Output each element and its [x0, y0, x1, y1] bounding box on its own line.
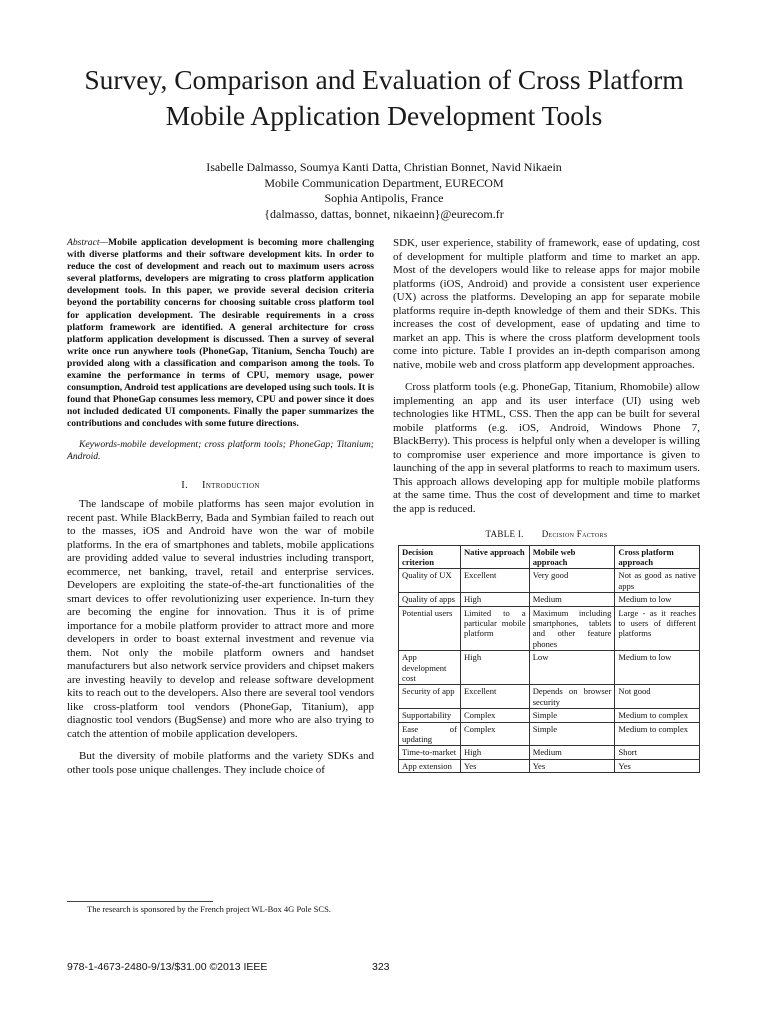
table-cell: Very good: [529, 569, 615, 593]
table-cell: Excellent: [460, 569, 529, 593]
author-block: [84, 160, 684, 222]
table-cell: Maximum including smartphones, tablets and other feature phones: [529, 606, 615, 651]
footer-isbn: 978-1-4673-2480-9/13/$31.00 ©2013 IEEE: [67, 961, 268, 973]
table-number: TABLE I.: [485, 529, 524, 539]
table-row: [399, 569, 700, 593]
table-row: [399, 709, 700, 722]
table-cell: Yes: [615, 759, 700, 772]
author-emails: {dalmasso, dattas, bonnet, nikaeinn}@eurecom.fr: [264, 206, 504, 221]
table-cell: Simple: [529, 722, 615, 746]
table-cell: High: [460, 746, 529, 759]
table-cell: Not as good as native apps: [615, 569, 700, 593]
table-cell: Depends on browser security: [529, 685, 615, 709]
table-cell: Not good: [615, 685, 700, 709]
table-header-row: [399, 545, 700, 569]
table-cell: Ease of updating: [399, 722, 461, 746]
author-department: Mobile Communication Department, EURECOM: [264, 175, 504, 190]
table-row: [399, 759, 700, 772]
paper-title: Survey, Comparison and Evaluation of Cross Platform Mobile Application Development Tools: [84, 64, 684, 131]
table-cell: Time-to-market: [399, 746, 461, 759]
author-location: Sophia Antipolis, France: [324, 191, 444, 205]
table-cell: Supportability: [399, 709, 461, 722]
section-heading-introduction: [67, 479, 374, 493]
decision-factors-table: [398, 545, 700, 774]
table-cell: Medium to low: [615, 593, 700, 606]
table-header-cell: Cross platform approach: [615, 545, 700, 569]
table-cell: Security of app: [399, 685, 461, 709]
table-cell: Potential users: [399, 606, 461, 651]
keywords: Keywords-mobile development; cross platform tools; PhoneGap; Titanium; Android.: [67, 438, 374, 462]
table-title: Decision Factors: [541, 529, 608, 539]
table-row: [399, 606, 700, 651]
table-cell: Medium: [529, 746, 615, 759]
table-header-cell: Native approach: [460, 545, 529, 569]
table-cell: Medium to complex: [615, 709, 700, 722]
table-cell: High: [460, 593, 529, 606]
left-column: [67, 237, 374, 777]
table-header-cell: Decision criterion: [399, 545, 461, 569]
table-cell: Low: [529, 651, 615, 685]
table-cell: Quality of UX: [399, 569, 461, 593]
table-cell: Yes: [529, 759, 615, 772]
table-caption: [393, 528, 700, 542]
table-cell: Quality of apps: [399, 593, 461, 606]
page-number: 323: [372, 961, 390, 973]
abstract-label: Abstract—: [67, 237, 109, 248]
table-row: [399, 685, 700, 709]
table-row: [399, 651, 700, 685]
section-number: I.: [181, 479, 189, 491]
table-cell: Short: [615, 746, 700, 759]
right-paragraph-2: Cross platform tools (e.g. PhoneGap, Titanium, Rhomobile) allow implementing an app and its user interface (UI) using web technologies like HTML, CSS. Then the app can be built for several mobile platforms (e.g. iOS, Android, Windows Phone 7, BlackBerry). This process is helpful only when a developer is willing to compromise user experience and more importance is given to launching of the app in several platforms to reach to maximum users. This approach allows developing app for multiple mobile platforms at the same time. Thus the cost of development and time to market the app is reduced.: [393, 381, 700, 515]
table-row: [399, 593, 700, 606]
table-cell: Yes: [460, 759, 529, 772]
table-cell: Complex: [460, 709, 529, 722]
table-header-cell: Mobile web approach: [529, 545, 615, 569]
intro-paragraph-1: The landscape of mobile platforms has seen major evolution in recent past. While BlackBerry, Bada and Symbian failed to reach out to the masses, iOS and Android have won the war of mobile platforms. In the era of smartphones and tablets, mobile applications are providing added value to several industries including transport, ecommerce, net banking, travel, retail and enterprise services. Developers are exploiting the state-of-the-art functionalities of the smart devices to offer revolutionizing user experience. In-turn they are becoming the engine for innovation. Thus it is of prime importance for a mobile platform provider to attract more and more developers in order to boast external investment and revenue via them. Not only the mobile platform owners and handset manufacturers but also network service providers and chipset makers are investing heavily to develop and release software development kits to reach out to the developers. Also there are several tool vendors like cross-platform tool vendors (PhoneGap, Titanium), app diagnostic tool vendors (BugSense) and more who are also trying to catch the attention of mobile application developers.: [67, 498, 374, 740]
table-cell: Excellent: [460, 685, 529, 709]
table-cell: Large - as it reaches to users of different platforms: [615, 606, 700, 651]
author-names: Isabelle Dalmasso, Soumya Kanti Datta, Christian Bonnet, Navid Nikaein: [206, 160, 562, 174]
footnote: The research is sponsored by the French project WL-Box 4G Pole SCS.: [87, 904, 331, 914]
table-cell: Simple: [529, 709, 615, 722]
table-row: [399, 746, 700, 759]
table-cell: Medium to low: [615, 651, 700, 685]
intro-paragraph-2: But the diversity of mobile platforms and the variety SDKs and other tools pose unique challenges. They include choice of: [67, 750, 374, 776]
table-cell: High: [460, 651, 529, 685]
footnote-divider: [67, 901, 213, 902]
right-paragraph-1: SDK, user experience, stability of framework, ease of updating, cost of development for multiple platform and time to market an app. Most of the developers would like to release apps for major mobile platforms (iOS, Android) and provide a consistent user experience (UX) across the platforms. Developing an app for separate mobile platforms require in-depth knowledge of them and their SDKs. This increases the cost of development, ease of updating and time to market an app. This is where the cross platform development tools come into picture. Table I provides an in-depth comparison among native, mobile web and cross platform app development approaches.: [393, 237, 700, 371]
table-cell: Limited to a particular mobile platform: [460, 606, 529, 651]
right-column: [393, 237, 700, 773]
abstract: [67, 237, 374, 431]
table-row: [399, 722, 700, 746]
abstract-text: Mobile application development is becoming more challenging with diverse platforms and their software development kits. In order to reduce the cost of development and reach out to maximum users across several platforms, developers are migrating to cross platform application development tools. In this paper, we provide several decision criteria beyond the portability concerns for choosing suitable cross platform tool for application development. The desirable requirements in a cross platform framework are identified. A general architecture for cross platform application development is discussed. Then a survey of several write once run anywhere tools (PhoneGap, Titanium, Sencha Touch) are provided along with a classification and comparison among the tools. To examine the performance in terms of CPU, memory usage, power consumption, Android test applications are developed using such tools. It is found that PhoneGap consumes less memory, CPU and power since it does not included dedicated UI components. Finally the paper summarizes the contributions and concludes with some future directions.: [67, 237, 374, 430]
section-title: Introduction: [202, 479, 260, 491]
table-cell: Medium: [529, 593, 615, 606]
table-cell: Complex: [460, 722, 529, 746]
table-cell: App extension: [399, 759, 461, 772]
table-cell: Medium to complex: [615, 722, 700, 746]
table-cell: App development cost: [399, 651, 461, 685]
